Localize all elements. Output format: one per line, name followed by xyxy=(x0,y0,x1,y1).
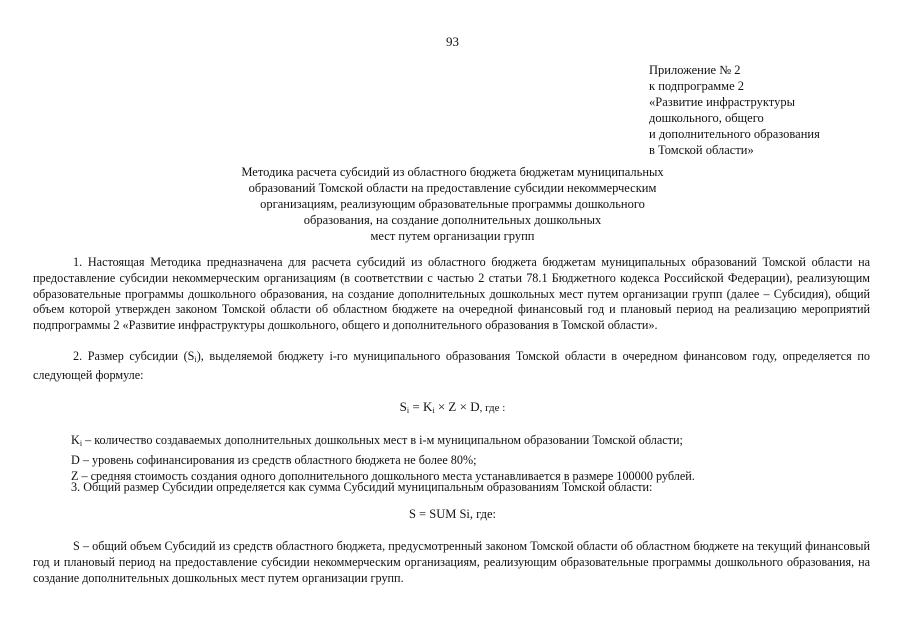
page-number: 93 xyxy=(446,34,459,49)
appendix-line: дошкольного, общего xyxy=(649,111,764,125)
subsidy-symbol: $(S_i)$ xyxy=(183,349,201,364)
document-title xyxy=(200,164,705,244)
appendix-line: в Томской области» xyxy=(649,143,754,157)
formula-definitions xyxy=(71,432,871,484)
paragraph-1: 1. Настоящая Методика предназначена для расчета субсидий из областного бюджета бюджетам муниципальных образований Томской области на предоставление субсидии некоммерческим организациям (в соответствии с частью 2 статьи 78.1 Бюджетного кодекса Российской Федерации), реализующим образовательные программы дошкольного образования, на создание дополнительных дошкольных мест путем организации групп (далее – Субсидия), общий объем которой утвержден законом Томской области об областном бюджете на очередной финансовый год и плановый период на реализацию мероприятий подпрограммы 2 «Развитие инфраструктуры дошкольного, общего и дополнительного образования в Томской области». xyxy=(33,255,870,333)
appendix-header xyxy=(649,62,889,158)
appendix-line: и дополнительного образования xyxy=(649,127,820,141)
paragraph-4: S – общий объем Субсидий из средств областного бюджета, предусмотренный законом Томской области об областном бюджете на текущий финансовый год и плановый период на предоставление субсидии некоммерческим организациям, реализующим образовательные программы дошкольного образования, на создание дополнительных дошкольных мест путем организации групп. xyxy=(33,539,870,585)
paragraph-3: 3. Общий размер Субсидии определяется как сумма Субсидий муниципальным образованиям Томской области: xyxy=(71,480,653,494)
appendix-line: к подпрограмме 2 xyxy=(649,79,744,93)
formula-subsidy-size: $S_i = K_i \times Z \times D$, где : xyxy=(399,399,506,415)
paragraph-2 xyxy=(33,349,870,384)
definition-d: D – уровень софинансирования из средств областного бюджета не более 80%; xyxy=(71,453,477,467)
appendix-line: Приложение № 2 xyxy=(649,63,741,77)
title-line: организациям, реализующим образовательные программы дошкольного xyxy=(260,197,645,211)
title-line: образования, на создание дополнительных дошкольных xyxy=(303,213,602,227)
title-line: мест путем организации групп xyxy=(370,229,535,243)
title-line: образований Томской области на предоставление субсидии некоммерческим xyxy=(248,181,657,195)
paragraph-2-before: 2. Размер субсидии xyxy=(73,349,178,363)
definition-z: Z – средняя стоимость создания одного дополнительного дошкольного места устанавливается в размере 100000 рублей. xyxy=(71,469,695,483)
paragraph-2-after: , выделяемой бюджету i-го муниципального образования Томской области в очередном финансовом году, определяется по следующей формуле: xyxy=(33,349,871,382)
appendix-line: «Развитие инфраструктуры xyxy=(649,95,795,109)
title-line: Методика расчета субсидий из областного бюджета бюджетам муниципальных xyxy=(241,165,664,179)
definition-k: $K_i$ – количество создаваемых дополнительных дошкольных мест в i-м муниципальном образовании Томской области; xyxy=(71,433,683,448)
formula-total-subsidy: S = SUM Si, где: xyxy=(408,507,497,521)
